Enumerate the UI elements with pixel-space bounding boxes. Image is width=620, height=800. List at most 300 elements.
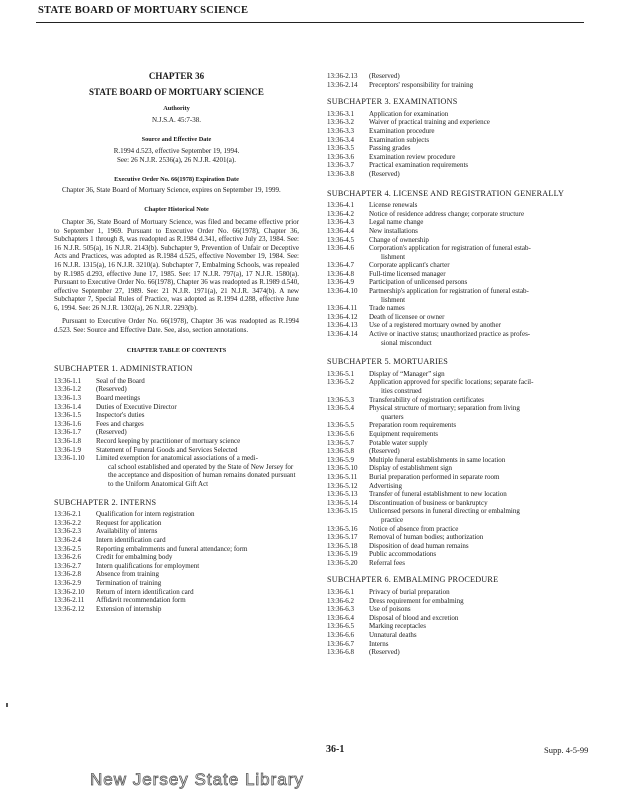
- section-number: 13:36-3.1: [327, 109, 355, 118]
- section-title: [369, 227, 589, 236]
- section-number: 13:36-3.6: [327, 152, 355, 161]
- section-number: 13:36-4.10: [327, 287, 358, 296]
- section-title-text: Application approved for specific locations; separate facil-: [369, 378, 534, 387]
- section-title-text: Interns: [369, 639, 389, 648]
- section-title: [369, 236, 589, 245]
- section-title-text: Marking receptacles: [369, 622, 426, 631]
- toc-entry: [54, 519, 299, 528]
- section-number: 13:36-1.1: [54, 376, 82, 385]
- section-number: 13:36-2.2: [54, 518, 82, 527]
- section-title: [369, 153, 589, 162]
- subchapter-heading: SUBCHAPTER 1. ADMINISTRATION: [54, 364, 193, 374]
- toc-entry: [327, 161, 589, 170]
- subchapter-heading: SUBCHAPTER 2. INTERNS: [54, 497, 157, 507]
- section-title-text: Transferability of registration certificates: [369, 395, 485, 404]
- section-title-continuation: ities construed: [381, 387, 422, 395]
- section-title-text: Equipment requirements: [369, 429, 439, 438]
- toc-entry: [327, 499, 589, 508]
- section-title: [369, 550, 589, 559]
- section-title: [369, 261, 589, 270]
- section-title-text: Statement of Funeral Goods and Services Selected: [96, 445, 238, 454]
- page-number: 36-1: [326, 744, 345, 755]
- section-number: 13:36-4.13: [327, 321, 358, 330]
- section-title: [369, 631, 589, 640]
- section-title-text: Practical examination requirements: [369, 161, 469, 170]
- section-title-text: Corporation's application for registration of funeral estab-: [369, 244, 531, 253]
- history-paragraph-1: Chapter 36, State Board of Mortuary Science, was filed and became effective prior to September 1, 1969. Pursuant to Executive Order No. 66(1978), Chapter 36, Subchapters 1 through 8, was readopted as R.1984 d.341, effective July 23, 1984. See: 16 N.J.R. 505(a), 16 N.J.R. 2143(b). Subchapter 9, Prevention of Unfair or Deceptive Acts and Practices, was adopted as R.1984 d.525, effective November 19, 1984. See: 16 N.J.R. 1315(a), 16 N.J.R. 3210(a). Subchapter 7, Embalming Schools, was repealed by R.1985 d.293, effective June 17, 1985. See: 17 N.J.R. 797(a), 17 N.J.R. 1580(a). Pursuant to Executive Order No. 66(1978), Chapter 36 was readopted as R.1989 d.540, effective September 27, 1989. See: 21 N.J.R. 1971(a), 21 N.J.R. 3474(b). A new Subchapter 7, Special Rules of Practice, was adopted as R.1994 d.288, effective June 6, 1994. See: 26 N.J.R. 1302(a), 26 N.J.R. 2293(b).: [54, 217, 299, 312]
- section-title: [96, 579, 299, 588]
- section-number: 13:36-4.2: [327, 209, 355, 218]
- section-title-text: Record keeping by practitioner of mortuary science: [96, 437, 241, 445]
- section-title-text: Limited exemption for anatomical associations of a medi-: [96, 454, 258, 463]
- toc-entry: [327, 490, 589, 499]
- toc-entry: [327, 559, 589, 568]
- section-title: [369, 597, 589, 606]
- section-title: [96, 570, 299, 579]
- toc-heading: CHAPTER TABLE OF CONTENTS: [126, 346, 227, 354]
- section-title-text: Transfer of funeral establishment to new location: [369, 490, 507, 499]
- section-number: 13:36-4.9: [327, 278, 355, 287]
- section-title: [96, 545, 299, 554]
- toc-entry: [327, 614, 589, 623]
- section-title: [369, 640, 589, 649]
- section-title-text: Unnatural deaths: [369, 631, 417, 640]
- subchapter-heading: SUBCHAPTER 6. EMBALMING PROCEDURE: [327, 575, 499, 585]
- section-title: [96, 553, 299, 562]
- toc-entry: [327, 482, 589, 491]
- section-title-text: Active or inactive status; unauthorized practice as profes-: [369, 330, 531, 339]
- toc-entry: [327, 227, 589, 236]
- section-title-text: Extension of internship: [96, 604, 162, 613]
- section-number: 13:36-1.7: [54, 428, 82, 437]
- section-title: [369, 170, 589, 179]
- section-title-text: Duties of Executive Director: [96, 402, 177, 411]
- section-title: [369, 270, 589, 279]
- section-title: [96, 446, 299, 455]
- subchapter-heading: SUBCHAPTER 3. EXAMINATIONS: [327, 97, 458, 107]
- toc-entry: [327, 640, 589, 649]
- subchapter-heading: SUBCHAPTER 5. MORTUARIES: [327, 357, 448, 367]
- section-title: [96, 377, 299, 386]
- section-number: 13:36-5.19: [327, 550, 358, 559]
- section-number: 13:36-3.5: [327, 144, 355, 153]
- section-title-text: Use of poisons: [369, 605, 411, 614]
- section-title: [369, 559, 589, 568]
- section-number: 13:36-4.3: [327, 218, 355, 227]
- section-title-text: Examination subjects: [369, 135, 430, 144]
- toc-entry: [327, 605, 589, 614]
- toc-entry: [327, 550, 589, 559]
- toc-entry: [54, 536, 299, 545]
- section-title-text: Qualification for intern registration: [96, 510, 195, 519]
- section-title-text: Change of ownership: [369, 235, 429, 244]
- section-title: [369, 507, 589, 524]
- section-title-text: Availability of interns: [96, 527, 158, 536]
- subchapter-6: [327, 576, 589, 656]
- section-number: 13:36-1.2: [54, 385, 82, 394]
- toc-entry: [327, 533, 589, 542]
- section-number: 13:36-4.5: [327, 235, 355, 244]
- section-number: 13:36-5.16: [327, 524, 358, 533]
- section-number: 13:36-5.11: [327, 472, 358, 481]
- section-number: 13:36-5.7: [327, 438, 355, 447]
- section-title: [369, 330, 589, 347]
- toc-entry: [327, 378, 589, 395]
- section-number: 13:36-4.14: [327, 330, 358, 339]
- section-title: [369, 421, 589, 430]
- section-title: [96, 411, 299, 420]
- toc-entry: [327, 136, 589, 145]
- section-title-text: (Reserved): [96, 385, 127, 394]
- toc-entry: [327, 236, 589, 245]
- section-title-text: Termination of training: [96, 578, 162, 587]
- section-title: [96, 536, 299, 545]
- section-title: [369, 525, 589, 534]
- section-title-text: Notice of residence address change; corporate structure: [369, 209, 525, 218]
- section-number: 13:36-4.6: [327, 244, 355, 253]
- section-title: [369, 396, 589, 405]
- section-title: [369, 210, 589, 219]
- section-title-text: Disposition of dead human remains: [369, 541, 469, 550]
- toc-entry: [327, 439, 589, 448]
- toc-entry: [54, 596, 299, 605]
- section-title-text: Examination review procedure: [369, 152, 456, 161]
- section-number: 13:36-6.5: [327, 622, 355, 631]
- toc-entry: [327, 261, 589, 270]
- toc-entry: [54, 553, 299, 562]
- section-number: 13:36-2.3: [54, 527, 82, 536]
- toc-entry: [327, 421, 589, 430]
- section-title-text: Intern qualifications for employment: [96, 561, 200, 570]
- section-title-text: Credit for embalming body: [96, 553, 173, 562]
- section-title: [96, 437, 299, 446]
- section-title-continuation: quarters: [381, 412, 404, 421]
- toc-entry: [54, 562, 299, 571]
- toc-list: [327, 72, 589, 89]
- toc-entry: [327, 244, 589, 261]
- toc-entry: [327, 404, 589, 421]
- toc-entry: [327, 622, 589, 631]
- section-title-text: Board meetings: [96, 394, 141, 403]
- section-number: 13:36-1.3: [54, 394, 82, 403]
- section-number: 13:36-6.6: [327, 631, 355, 640]
- toc-entry: [54, 394, 299, 403]
- section-number: 13:36-3.2: [327, 118, 355, 127]
- section-number: 13:36-1.4: [54, 402, 82, 411]
- toc-list: [54, 377, 299, 489]
- section-title: [96, 510, 299, 519]
- toc-entry: [327, 464, 589, 473]
- section-title-continuation: cal school established and operated by the State of New Jersey for the acceptance and disposition of human remains donated pursuant to the Uniform Anatomical Gift Act: [108, 462, 296, 488]
- subchapter-4: [327, 190, 589, 348]
- toc-entry: [54, 588, 299, 597]
- left-column: [54, 68, 299, 613]
- toc-entry: [327, 330, 589, 347]
- section-title: [369, 622, 589, 631]
- section-number: 13:36-5.13: [327, 490, 358, 499]
- section-title-text: Full-time licensed manager: [369, 269, 446, 278]
- section-title: [369, 278, 589, 287]
- toc-entry: [54, 579, 299, 588]
- toc-entry: [327, 144, 589, 153]
- toc-entry: [327, 507, 589, 524]
- section-title-text: (Reserved): [369, 72, 400, 80]
- toc-entry: [327, 542, 589, 551]
- section-title: [369, 605, 589, 614]
- section-title: [96, 385, 299, 394]
- section-number: 13:36-6.2: [327, 596, 355, 605]
- section-number: 13:36-4.11: [327, 304, 358, 313]
- section-number: 13:36-2.12: [54, 604, 85, 613]
- toc-entry: [327, 597, 589, 606]
- toc-list: [327, 588, 589, 657]
- toc-entry: [327, 313, 589, 322]
- toc-entry: [327, 153, 589, 162]
- section-number: 13:36-5.5: [327, 421, 355, 430]
- toc-entry: [327, 321, 589, 330]
- section-title: [369, 370, 589, 379]
- toc-entry: [327, 430, 589, 439]
- section-title: [369, 144, 589, 153]
- section-title: [96, 428, 299, 437]
- section-number: 13:36-1.6: [54, 419, 82, 428]
- section-number: 13:36-4.4: [327, 226, 355, 235]
- section-number: 13:36-2.5: [54, 544, 82, 553]
- section-title: [96, 394, 299, 403]
- section-number: 13:36-5.9: [327, 455, 355, 464]
- section-title: [369, 482, 589, 491]
- section-title-text: Participation of unlicensed persons: [369, 278, 468, 287]
- section-title: [369, 456, 589, 465]
- toc-list: [54, 510, 299, 613]
- section-title-text: Reporting embalmments and funeral attendance; form: [96, 544, 248, 553]
- toc-entry: [54, 385, 299, 394]
- section-title: [369, 473, 589, 482]
- section-title: [369, 542, 589, 551]
- section-title-text: Trade names: [369, 304, 405, 313]
- subchapter-5: [327, 358, 589, 567]
- section-title-text: Death of licensee or owner: [369, 312, 445, 321]
- library-watermark: New Jersey State Library: [90, 770, 304, 789]
- section-title-text: License renewals: [369, 201, 418, 210]
- section-number: 13:36-4.7: [327, 261, 355, 270]
- section-title-text: (Reserved): [96, 428, 127, 437]
- section-title: [96, 420, 299, 429]
- section-title-text: Unlicensed persons in funeral directing or embalming: [369, 507, 520, 516]
- section-title: [369, 321, 589, 330]
- toc-list: [327, 370, 589, 568]
- section-title: [369, 648, 589, 657]
- section-title: [96, 454, 299, 488]
- section-title-continuation: practice: [381, 515, 404, 524]
- toc-entry: [327, 447, 589, 456]
- section-number: 13:36-1.5: [54, 411, 82, 420]
- section-title-text: Privacy of burial preparation: [369, 588, 450, 597]
- section-title-text: Preceptors' responsibility for training: [369, 80, 474, 89]
- expiration-text: Chapter 36, State Board of Mortuary Science, expires on September 19, 1999.: [62, 185, 281, 194]
- toc-entry: [327, 72, 589, 81]
- header-rule: [36, 22, 584, 23]
- authority-text: N.J.S.A. 45:7-38.: [151, 115, 201, 124]
- section-title: [96, 605, 299, 614]
- section-number: 13:36-2.14: [327, 80, 358, 89]
- section-title-text: New installations: [369, 226, 418, 235]
- section-title-text: Affidavit recommendation form: [96, 596, 186, 605]
- section-number: 13:36-6.8: [327, 648, 355, 657]
- section-number: 13:36-2.1: [54, 510, 82, 519]
- section-number: 13:36-2.8: [54, 570, 82, 579]
- section-title: [369, 72, 589, 81]
- section-title: [369, 533, 589, 542]
- toc-entry: [327, 270, 589, 279]
- section-title: [369, 313, 589, 322]
- section-title-text: Display of “Manager” sign: [369, 369, 445, 378]
- toc-list: [327, 201, 589, 347]
- section-number: 13:36-2.10: [54, 587, 85, 596]
- section-title-text: Preparation room requirements: [369, 421, 457, 430]
- section-title: [369, 378, 589, 395]
- section-number: 13:36-4.1: [327, 201, 355, 210]
- section-number: 13:36-3.7: [327, 161, 355, 170]
- section-title: [369, 244, 589, 261]
- toc-entry: [54, 605, 299, 614]
- section-title-text: Potable water supply: [369, 438, 428, 447]
- section-title: [369, 118, 589, 127]
- section-title-text: Referral fees: [369, 558, 405, 567]
- section-title: [369, 110, 589, 119]
- section-title: [369, 464, 589, 473]
- section-number: 13:36-4.12: [327, 312, 358, 321]
- section-title-text: Disposal of blood and excretion: [369, 613, 459, 622]
- section-title: [369, 430, 589, 439]
- toc-entry: [54, 420, 299, 429]
- section-number: 13:36-5.12: [327, 481, 358, 490]
- section-title-text: (Reserved): [369, 648, 400, 657]
- section-number: 13:36-5.20: [327, 558, 358, 567]
- history-heading: Chapter Historical Note: [144, 206, 209, 214]
- toc-entry: [54, 411, 299, 420]
- section-title-text: (Reserved): [369, 169, 400, 178]
- toc-entry: [54, 377, 299, 386]
- section-number: 13:36-5.2: [327, 378, 355, 387]
- section-number: 13:36-5.10: [327, 464, 358, 473]
- toc-entry: [54, 446, 299, 455]
- authority-heading: Authority: [163, 105, 190, 113]
- toc-entry: [54, 428, 299, 437]
- section-title-text: Public accommodations: [369, 550, 437, 559]
- section-number: 13:36-4.8: [327, 269, 355, 278]
- section-title: [369, 201, 589, 210]
- toc-entry: [327, 127, 589, 136]
- section-title: [96, 596, 299, 605]
- section-title: [369, 588, 589, 597]
- section-title-text: Removal of human bodies; authorization: [369, 533, 484, 542]
- section-title: [369, 136, 589, 145]
- section-title: [369, 614, 589, 623]
- history-paragraph-2: Pursuant to Executive Order No. 66(1978), Chapter 36 was readopted as R.1994 d.523. See: Source and Effective Date. See, also, section annotations.: [54, 317, 299, 335]
- toc-entry: [54, 545, 299, 554]
- section-title-text: Waiver of practical training and experience: [369, 118, 490, 127]
- source-heading: Source and Effective Date: [141, 136, 212, 144]
- section-title-text: Corporate applicant's charter: [369, 261, 450, 270]
- section-title: [369, 499, 589, 508]
- toc-entry: [54, 510, 299, 519]
- section-number: 13:36-1.10: [54, 454, 85, 463]
- section-number: 13:36-5.15: [327, 507, 358, 516]
- section-number: 13:36-2.6: [54, 553, 82, 562]
- section-title: [369, 304, 589, 313]
- section-title-text: Physical structure of mortuary; separation from living: [369, 404, 520, 413]
- toc-entry: [327, 473, 589, 482]
- section-title: [369, 447, 589, 456]
- section-number: 13:36-3.3: [327, 126, 355, 135]
- section-title-text: Examination procedure: [369, 126, 435, 135]
- section-number: 13:36-6.4: [327, 613, 355, 622]
- section-title-text: Burial preparation performed in separate room: [369, 472, 500, 481]
- section-title: [369, 404, 589, 421]
- section-number: 13:36-6.1: [327, 588, 355, 597]
- toc-entry: [327, 648, 589, 657]
- toc-entry: [327, 210, 589, 219]
- section-title: [369, 218, 589, 227]
- toc-entry: [54, 437, 299, 446]
- section-number: 13:36-5.17: [327, 533, 358, 542]
- scan-speck: [6, 703, 8, 707]
- subchapter-3: [327, 98, 589, 178]
- section-title: [369, 81, 589, 90]
- section-number: 13:36-5.1: [327, 369, 355, 378]
- toc-entry: [327, 81, 589, 90]
- section-title: [369, 127, 589, 136]
- toc-entry: [54, 570, 299, 579]
- section-title-text: Seal of the Board: [96, 376, 145, 385]
- section-number: 13:36-3.8: [327, 169, 355, 178]
- toc-entry: [327, 304, 589, 313]
- section-title-text: Dress requirement for embalming: [369, 596, 464, 605]
- toc-entry: [54, 454, 299, 488]
- section-number: 13:36-5.18: [327, 541, 358, 550]
- section-title-text: Legal name change: [369, 218, 424, 227]
- section-title: [96, 588, 299, 597]
- toc-entry: [327, 201, 589, 210]
- chapter-name: STATE BOARD OF MORTUARY SCIENCE: [89, 86, 264, 97]
- section-title-text: Multiple funeral establishments in same location: [369, 455, 506, 464]
- expiration-heading: Executive Order No. 66(1978) Expiration Date: [114, 176, 239, 184]
- subchapter-heading: SUBCHAPTER 4. LICENSE AND REGISTRATION GENERALLY: [327, 188, 565, 198]
- section-title-text: Advertising: [369, 481, 403, 490]
- section-title-text: Display of establishment sign: [369, 464, 453, 473]
- toc-entry: [327, 588, 589, 597]
- section-number: 13:36-5.8: [327, 447, 355, 456]
- section-number: 13:36-2.4: [54, 535, 82, 544]
- section-title-text: Absence from training: [96, 570, 159, 579]
- section-number: 13:36-2.13: [327, 72, 358, 80]
- section-number: 13:36-1.8: [54, 437, 82, 445]
- toc-entry: [327, 631, 589, 640]
- section-title: [369, 439, 589, 448]
- section-title: [96, 562, 299, 571]
- subchapter-2: [54, 499, 299, 614]
- toc-entry: [327, 278, 589, 287]
- section-number: 13:36-5.14: [327, 498, 358, 507]
- toc-list: [327, 110, 589, 179]
- toc-entry: [327, 170, 589, 179]
- section-title-continuation: sional misconduct: [381, 338, 432, 347]
- section-number: 13:36-5.4: [327, 404, 355, 413]
- section-title-continuation: lishment: [381, 295, 406, 304]
- section-number: 13:36-3.4: [327, 135, 355, 144]
- section-title-text: Fees and charges: [96, 419, 144, 428]
